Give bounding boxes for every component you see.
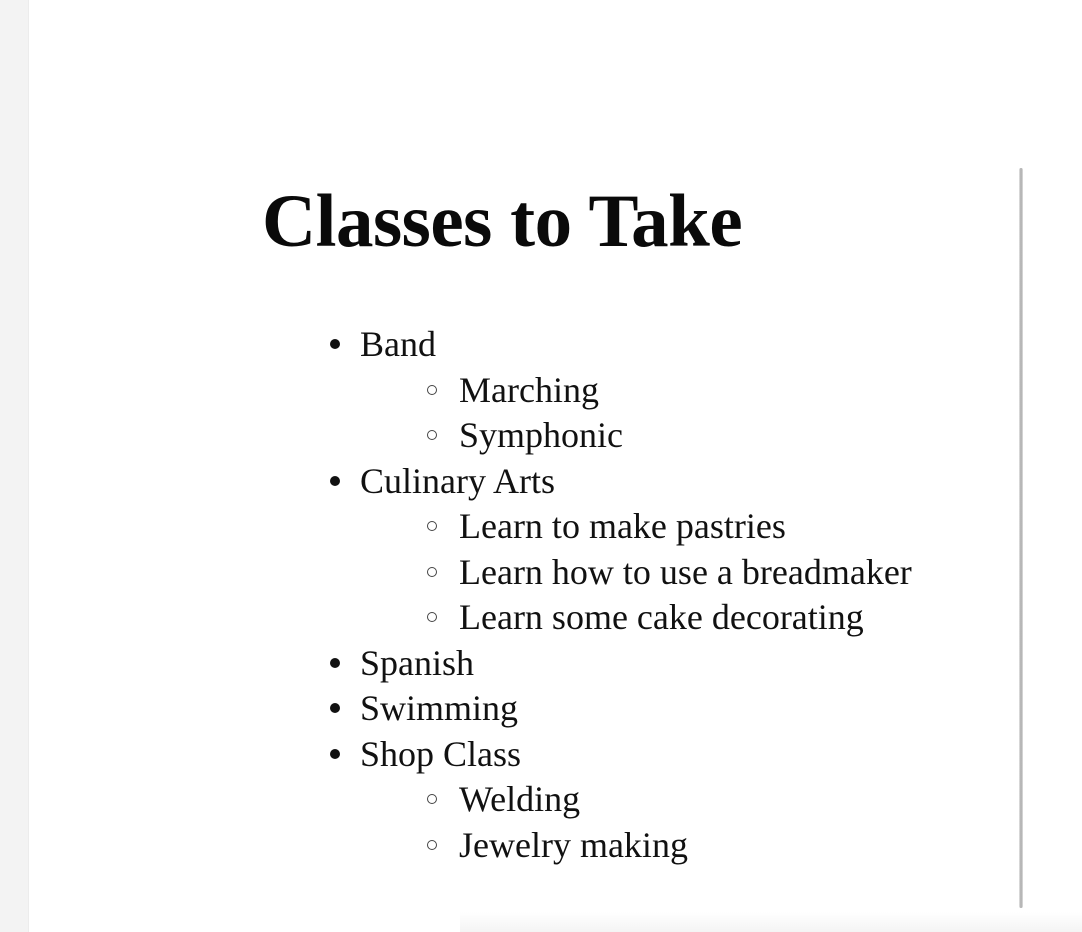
sub-list-item-label: Learn how to use a breadmaker [459, 551, 912, 592]
sub-list-item [459, 550, 912, 596]
sub-list-item-label: Learn to make pastries [459, 506, 786, 546]
disc-bullet-icon [330, 703, 340, 713]
vertical-scroll-edge [1019, 168, 1023, 908]
circle-bullet-icon [427, 521, 437, 531]
sub-list-item [459, 413, 912, 459]
sub-list-item-label: Marching [459, 369, 599, 410]
sub-list-culinary-arts [360, 504, 912, 641]
list-item-label: Shop Class [360, 733, 522, 774]
list-item-culinary-arts [360, 459, 912, 641]
list-item-label: Band [360, 324, 436, 364]
sub-list-item [459, 777, 912, 823]
list-item-label: Swimming [360, 688, 519, 728]
sub-list-band [360, 368, 912, 459]
disc-bullet-icon [330, 749, 340, 759]
sub-list-item-label: Welding [459, 779, 581, 819]
classes-list [360, 322, 912, 868]
list-item-spanish [360, 641, 912, 687]
left-page-margin [0, 0, 29, 932]
circle-bullet-icon [427, 794, 437, 804]
list-item-band [360, 322, 912, 459]
list-item-label: Culinary Arts [360, 460, 555, 501]
list-item-label: Spanish [360, 642, 475, 683]
circle-bullet-icon [427, 430, 437, 440]
sub-list-item [459, 823, 912, 869]
disc-bullet-icon [330, 658, 340, 668]
sub-list-item [459, 368, 912, 414]
sub-list-item-label: Jewelry making [459, 824, 688, 865]
bottom-page-margin [460, 912, 1082, 932]
circle-bullet-icon [427, 567, 437, 577]
circle-bullet-icon [427, 385, 437, 395]
list-item-swimming [360, 686, 912, 732]
circle-bullet-icon [427, 612, 437, 622]
circle-bullet-icon [427, 840, 437, 850]
list-item-shop-class [360, 732, 912, 869]
sub-list-item-label: Learn some cake decorating [459, 597, 864, 637]
page-title: Classes to Take [262, 180, 743, 263]
sub-list-shop-class [360, 777, 912, 868]
sub-list-item-label: Symphonic [459, 415, 624, 455]
sub-list-item [459, 595, 912, 641]
disc-bullet-icon [330, 476, 340, 486]
sub-list-item [459, 504, 912, 550]
disc-bullet-icon [330, 339, 340, 349]
